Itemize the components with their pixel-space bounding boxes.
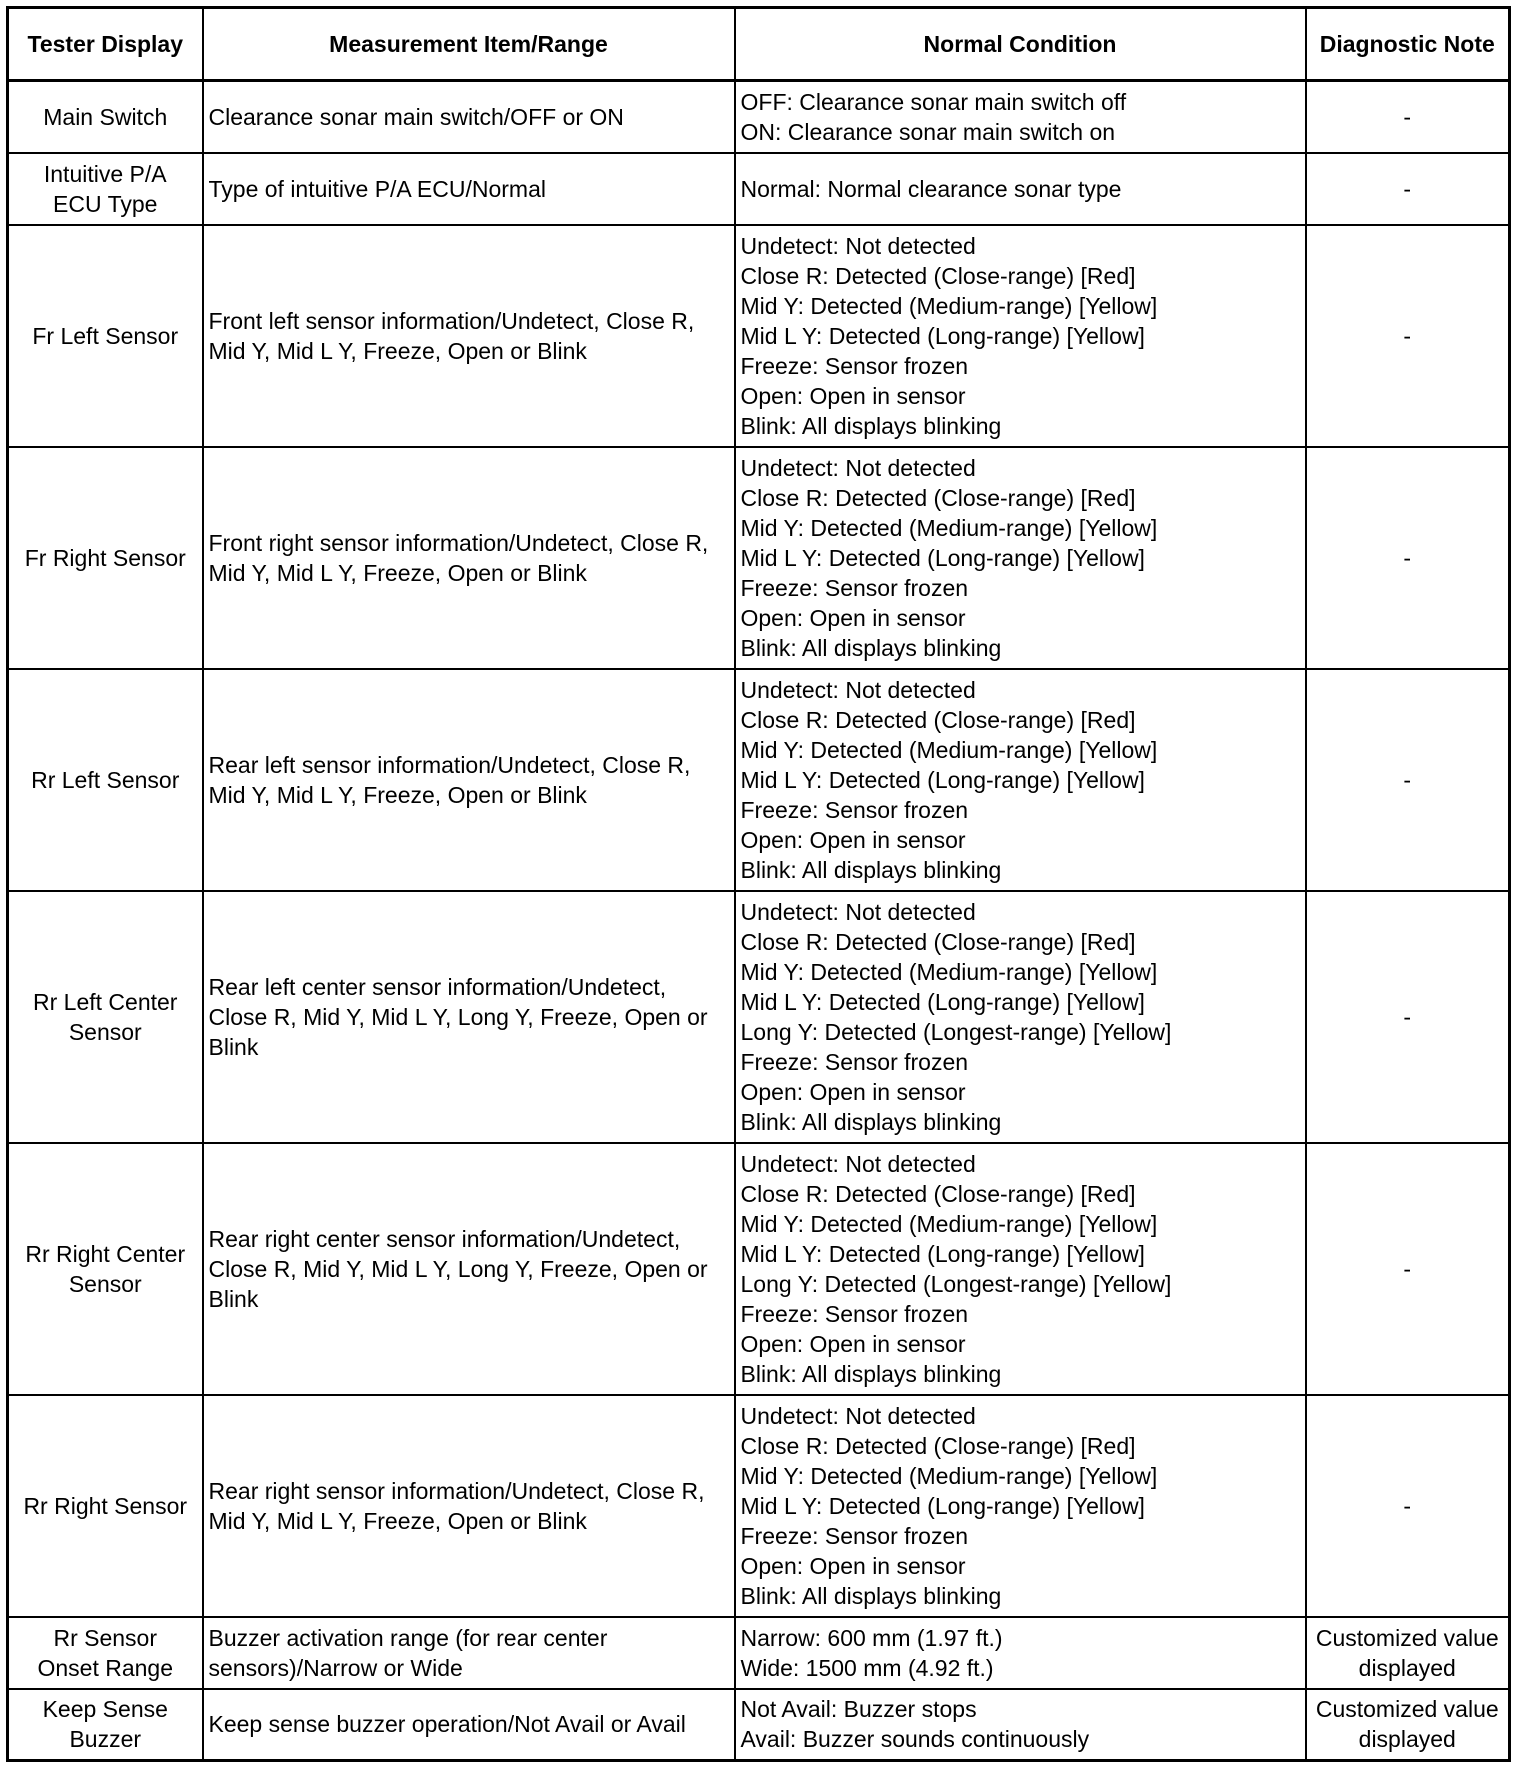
normal-condition-line: Mid Y: Detected (Medium-range) [Yellow] [740, 1210, 1158, 1237]
tester-display-text: ECU Type [53, 190, 158, 217]
tester-display-cell [8, 1143, 203, 1395]
tester-display-text: Sensor [68, 1018, 142, 1045]
table-header-row [8, 8, 1510, 81]
normal-condition-cell [735, 225, 1306, 447]
diagnostic-note-cell [1306, 81, 1510, 153]
normal-condition-cell [735, 81, 1306, 153]
measurement-text: Rear left sensor information/Undetect, Close R, Mid Y, Mid L Y, Freeze, Open or Blink [208, 751, 691, 808]
normal-condition-line: Open: Open in sensor [740, 1330, 966, 1357]
normal-condition-line: Open: Open in sensor [740, 382, 966, 409]
table-row [8, 225, 1510, 447]
measurement-text: Clearance sonar main switch/OFF or ON [208, 103, 624, 130]
normal-condition-line: Mid Y: Detected (Medium-range) [Yellow] [740, 292, 1158, 319]
normal-condition-line: Mid L Y: Detected (Long-range) [Yellow] [740, 544, 1145, 571]
tester-display-text: Sensor [68, 1270, 142, 1297]
normal-condition-cell [735, 669, 1306, 891]
normal-condition-line: Long Y: Detected (Longest-range) [Yellow] [740, 1270, 1172, 1297]
measurement-cell [203, 153, 735, 225]
normal-condition-line: Close R: Detected (Close-range) [Red] [740, 706, 1136, 733]
normal-condition-line: Freeze: Sensor frozen [740, 1048, 969, 1075]
normal-condition-line: Avail: Buzzer sounds continuously [740, 1726, 1090, 1753]
tester-display-cell [8, 153, 203, 225]
table-row [8, 153, 1510, 225]
normal-condition-line: Mid L Y: Detected (Long-range) [Yellow] [740, 988, 1145, 1015]
tester-display-text: Onset Range [37, 1654, 174, 1681]
normal-condition-line: Mid Y: Detected (Medium-range) [Yellow] [740, 1462, 1158, 1489]
diagnostic-note-cell [1306, 1143, 1510, 1395]
diagnostic-note-text: - [1403, 544, 1412, 571]
table-row [8, 1689, 1510, 1761]
tester-display-cell [8, 81, 203, 153]
measurement-cell [203, 1395, 735, 1617]
diagnostic-note-cell [1306, 1617, 1510, 1689]
normal-condition-line: Open: Open in sensor [740, 604, 966, 631]
measurement-cell [203, 891, 735, 1143]
normal-condition-line: OFF: Clearance sonar main switch off [740, 88, 1127, 115]
normal-condition-line: Close R: Detected (Close-range) [Red] [740, 484, 1136, 511]
diagnostic-data-table [6, 6, 1511, 1762]
normal-condition-line: Blink: All displays blinking [740, 1108, 1002, 1135]
header-measurement-item: Measurement Item/Range [203, 8, 735, 81]
tester-display-text: Rr Left Center [33, 988, 178, 1015]
measurement-text: Front right sensor information/Undetect, Close R, Mid Y, Mid L Y, Freeze, Open or Blink [208, 529, 709, 586]
normal-condition-line: Blink: All displays blinking [740, 1360, 1002, 1387]
tester-display-text: Buzzer [69, 1726, 142, 1753]
normal-condition-line: Blink: All displays blinking [740, 634, 1002, 661]
diagnostic-note-cell [1306, 1395, 1510, 1617]
normal-condition-line: Mid L Y: Detected (Long-range) [Yellow] [740, 766, 1145, 793]
measurement-text: Rear right center sensor information/Undetect, Close R, Mid Y, Mid L Y, Long Y, Freeze, Open or Blink [208, 1225, 708, 1312]
tester-display-cell [8, 1395, 203, 1617]
diagnostic-note-cell [1306, 669, 1510, 891]
normal-condition-line: Long Y: Detected (Longest-range) [Yellow] [740, 1018, 1172, 1045]
normal-condition-line: Blink: All displays blinking [740, 412, 1002, 439]
normal-condition-line: Undetect: Not detected [740, 1402, 976, 1429]
diagnostic-note-text: - [1403, 175, 1412, 202]
normal-condition-line: Mid Y: Detected (Medium-range) [Yellow] [740, 736, 1158, 763]
diagnostic-note-cell [1306, 447, 1510, 669]
normal-condition-line: Undetect: Not detected [740, 676, 976, 703]
normal-condition-line: Open: Open in sensor [740, 1078, 966, 1105]
measurement-cell [203, 1689, 735, 1761]
tester-display-text: Intuitive P/A [43, 160, 167, 187]
diagnostic-note-text: Customized value displayed [1315, 1696, 1499, 1753]
tester-display-cell [8, 1689, 203, 1761]
measurement-cell [203, 1617, 735, 1689]
normal-condition-line: Undetect: Not detected [740, 232, 976, 259]
diagnostic-note-text: - [1403, 1255, 1412, 1282]
tester-display-text: Main Switch [43, 103, 168, 130]
table-row [8, 1617, 1510, 1689]
tester-display-cell [8, 891, 203, 1143]
tester-display-text: Keep Sense [42, 1696, 168, 1723]
normal-condition-line: Normal: Normal clearance sonar type [740, 175, 1122, 202]
measurement-text: Rear right sensor information/Undetect, Close R, Mid Y, Mid L Y, Freeze, Open or Blink [208, 1477, 705, 1534]
normal-condition-line: Open: Open in sensor [740, 826, 966, 853]
measurement-text: Type of intuitive P/A ECU/Normal [208, 175, 546, 202]
measurement-cell [203, 81, 735, 153]
normal-condition-line: Not Avail: Buzzer stops [740, 1696, 977, 1723]
measurement-cell [203, 669, 735, 891]
normal-condition-line: Close R: Detected (Close-range) [Red] [740, 928, 1136, 955]
tester-display-cell [8, 1617, 203, 1689]
header-normal-condition: Normal Condition [735, 8, 1306, 81]
diagnostic-note-cell [1306, 225, 1510, 447]
normal-condition-line: Undetect: Not detected [740, 1150, 976, 1177]
normal-condition-line: Close R: Detected (Close-range) [Red] [740, 1432, 1136, 1459]
diagnostic-note-cell [1306, 153, 1510, 225]
normal-condition-cell [735, 153, 1306, 225]
table-body [8, 81, 1510, 1761]
diagnostic-note-text: - [1403, 766, 1412, 793]
normal-condition-line: Mid Y: Detected (Medium-range) [Yellow] [740, 958, 1158, 985]
normal-condition-cell [735, 891, 1306, 1143]
normal-condition-line: Wide: 1500 mm (4.92 ft.) [740, 1654, 994, 1681]
tester-display-text: Rr Right Center [25, 1240, 186, 1267]
measurement-cell [203, 225, 735, 447]
normal-condition-cell [735, 1143, 1306, 1395]
normal-condition-line: Freeze: Sensor frozen [740, 574, 969, 601]
normal-condition-line: Mid L Y: Detected (Long-range) [Yellow] [740, 322, 1145, 349]
diagnostic-note-text: - [1403, 322, 1412, 349]
tester-display-text: Rr Right Sensor [23, 1492, 188, 1519]
tester-display-text: Fr Left Sensor [32, 322, 179, 349]
tester-display-cell [8, 669, 203, 891]
measurement-cell [203, 1143, 735, 1395]
normal-condition-cell [735, 1689, 1306, 1761]
normal-condition-cell [735, 1617, 1306, 1689]
tester-display-text: Rr Sensor [53, 1624, 158, 1651]
table-row [8, 81, 1510, 153]
table-row [8, 891, 1510, 1143]
normal-condition-line: Mid Y: Detected (Medium-range) [Yellow] [740, 514, 1158, 541]
table-row [8, 1395, 1510, 1617]
normal-condition-line: Freeze: Sensor frozen [740, 796, 969, 823]
tester-display-cell [8, 225, 203, 447]
table-row [8, 669, 1510, 891]
diagnostic-note-cell [1306, 891, 1510, 1143]
measurement-text: Front left sensor information/Undetect, Close R, Mid Y, Mid L Y, Freeze, Open or Blink [208, 307, 695, 364]
normal-condition-line: Mid L Y: Detected (Long-range) [Yellow] [740, 1492, 1145, 1519]
normal-condition-line: Blink: All displays blinking [740, 1582, 1002, 1609]
normal-condition-cell [735, 1395, 1306, 1617]
measurement-cell [203, 447, 735, 669]
measurement-text: Buzzer activation range (for rear center sensors)/Narrow or Wide [208, 1624, 608, 1681]
normal-condition-line: Undetect: Not detected [740, 898, 976, 925]
normal-condition-line: Freeze: Sensor frozen [740, 1300, 969, 1327]
normal-condition-line: Freeze: Sensor frozen [740, 1522, 969, 1549]
tester-display-text: Rr Left Sensor [31, 766, 180, 793]
tester-display-cell [8, 447, 203, 669]
normal-condition-line: Freeze: Sensor frozen [740, 352, 969, 379]
measurement-text: Keep sense buzzer operation/Not Avail or Avail [208, 1711, 686, 1738]
normal-condition-line: Mid L Y: Detected (Long-range) [Yellow] [740, 1240, 1145, 1267]
diagnostic-note-text: - [1403, 103, 1412, 130]
normal-condition-line: Blink: All displays blinking [740, 856, 1002, 883]
normal-condition-cell [735, 447, 1306, 669]
normal-condition-line: Close R: Detected (Close-range) [Red] [740, 1180, 1136, 1207]
diagnostic-note-text: - [1403, 1003, 1412, 1030]
tester-display-text: Fr Right Sensor [24, 544, 186, 571]
normal-condition-line: Close R: Detected (Close-range) [Red] [740, 262, 1136, 289]
header-tester-display: Tester Display [8, 8, 203, 81]
header-diagnostic-note: Diagnostic Note [1306, 8, 1510, 81]
normal-condition-line: ON: Clearance sonar main switch on [740, 118, 1116, 145]
measurement-text: Rear left center sensor information/Undetect, Close R, Mid Y, Mid L Y, Long Y, Freeze, Open or Blink [208, 973, 708, 1060]
table-row [8, 1143, 1510, 1395]
diagnostic-note-text: - [1403, 1492, 1412, 1519]
table-row [8, 447, 1510, 669]
normal-condition-line: Open: Open in sensor [740, 1552, 966, 1579]
diagnostic-note-cell [1306, 1689, 1510, 1761]
normal-condition-line: Narrow: 600 mm (1.97 ft.) [740, 1624, 1003, 1651]
normal-condition-line: Undetect: Not detected [740, 454, 976, 481]
diagnostic-note-text: Customized value displayed [1315, 1624, 1499, 1681]
